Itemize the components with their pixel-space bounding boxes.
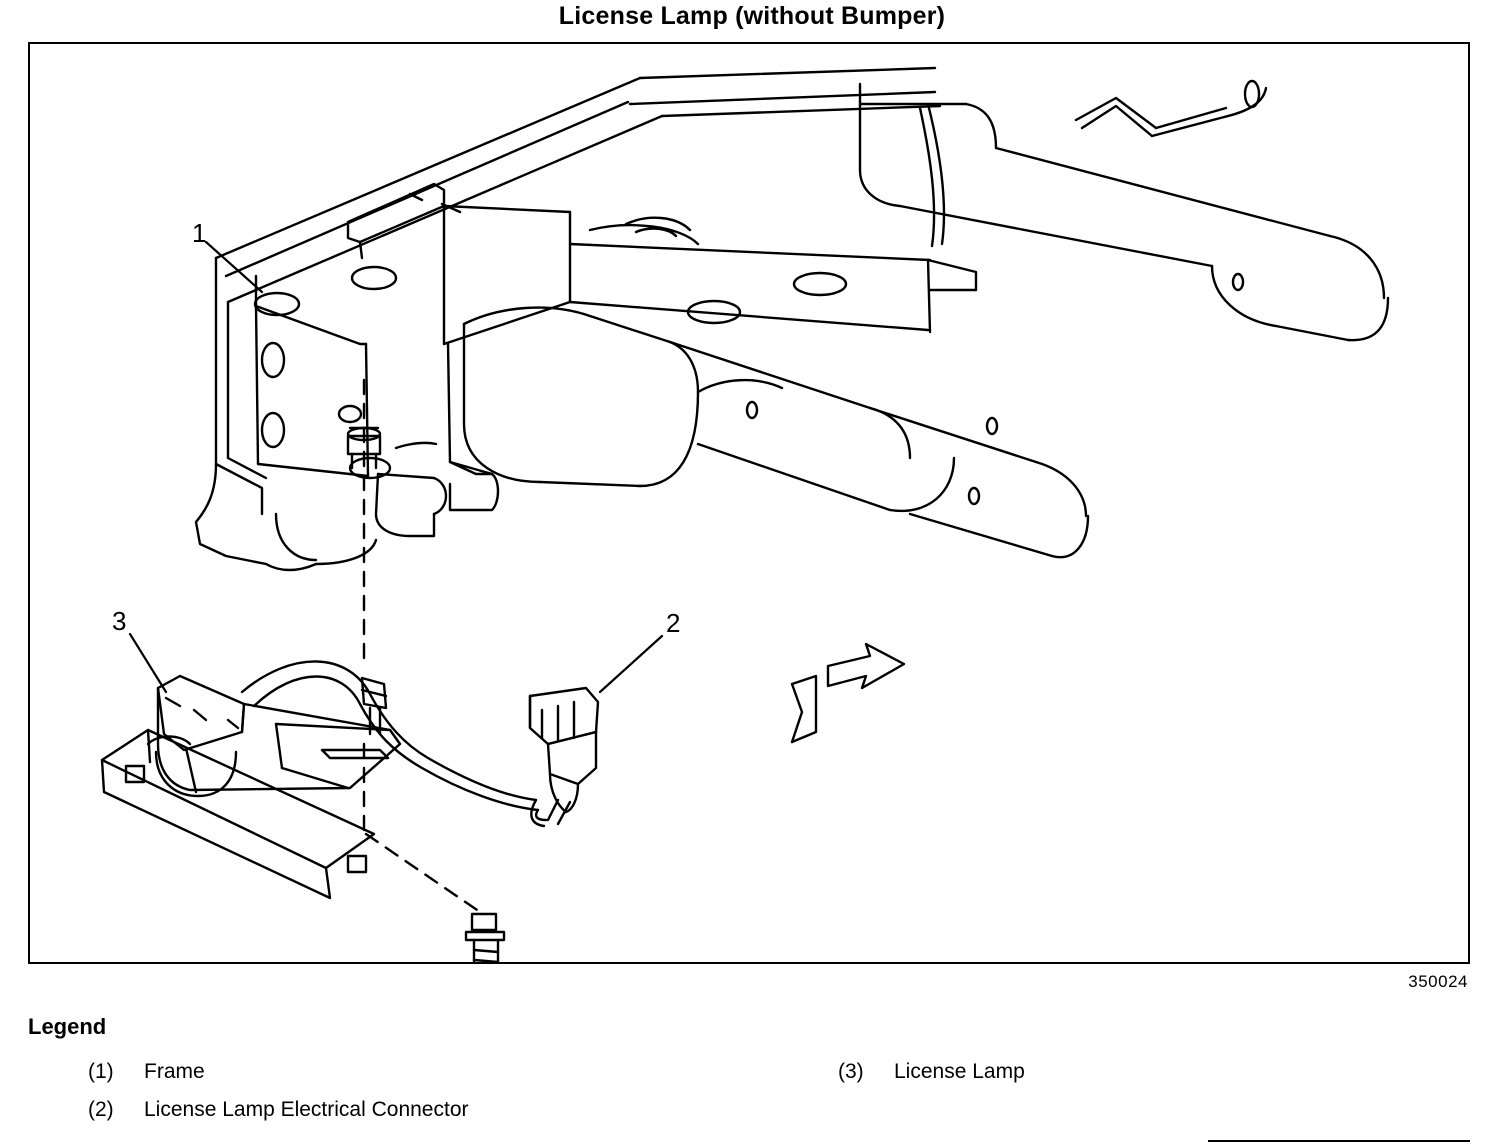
rear-crossmember [860,84,1388,340]
frame-bracket [196,267,396,570]
electrical-connector [530,688,598,824]
legend-item-label: License Lamp Electrical Connector [144,1098,469,1121]
callout-3: 3 [112,606,127,636]
license-lamp-illustration [30,44,1468,962]
hitch-bracket [276,206,570,564]
direction-arrow [792,644,904,742]
legend-item [838,1060,1025,1084]
legend-item-number: (2) [88,1098,114,1121]
frame-lower-rail [570,218,976,332]
callout-leaders [130,242,662,692]
legend-item-label: Frame [144,1060,205,1083]
legend-item-label: License Lamp [894,1060,1025,1083]
legend-heading: Legend [28,1014,107,1039]
bottom-divider [1208,1140,1470,1142]
bolt-leader-line [366,834,480,912]
callout-2: 2 [666,608,681,638]
legend-item [88,1060,205,1084]
figure-id-code: 350024 [1408,972,1468,991]
legend-item-number: (1) [88,1060,114,1083]
mounting-bolt-lower [466,914,504,962]
legend-list [28,1060,1470,1140]
frame-rail [216,68,940,302]
license-lamp [102,730,374,898]
connector-wire [531,800,546,826]
exhaust-pipe [464,308,1088,558]
legend-item [88,1098,469,1122]
page-title: License Lamp (without Bumper) [558,2,946,30]
wire-harness-upper [920,104,944,246]
figure-border [28,42,1470,964]
legend-item-number: (3) [838,1060,864,1083]
callout-1: 1 [192,218,207,248]
wire-clip [1076,81,1266,136]
